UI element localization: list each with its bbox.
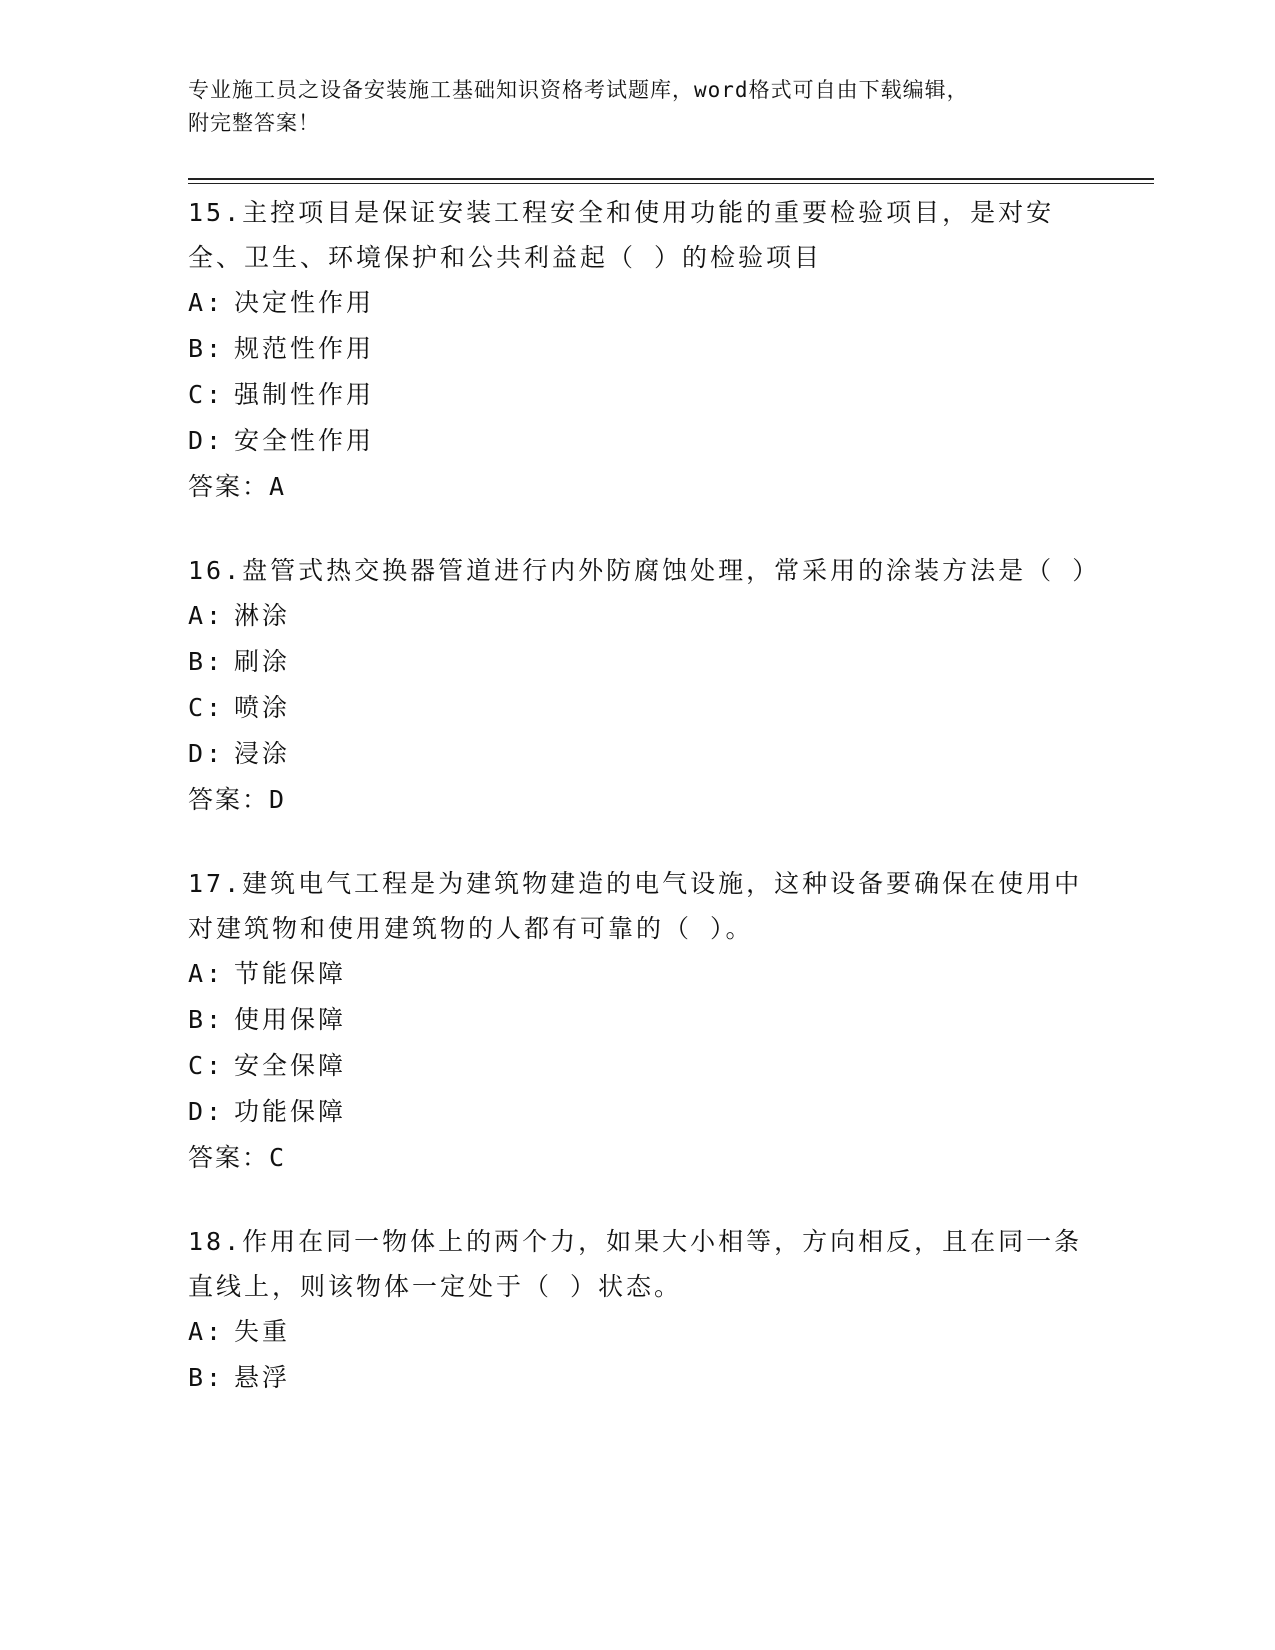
option-text: 使用保障 <box>234 1005 347 1034</box>
option-label: C: <box>188 693 225 722</box>
question-list <box>188 190 1101 1439</box>
option-text: 强制性作用 <box>234 380 375 409</box>
header-rule-thick <box>188 178 1154 180</box>
option-text: 浸涂 <box>234 739 291 768</box>
header-line-2: 附完整答案！ <box>188 111 320 135</box>
option-label: A: <box>188 601 225 630</box>
option-label: C: <box>188 380 225 409</box>
option-a <box>188 593 1088 639</box>
option-text: 功能保障 <box>234 1097 347 1126</box>
answer: 答案：A <box>188 472 287 501</box>
option-text: 节能保障 <box>234 959 347 988</box>
option-label: B: <box>188 334 225 363</box>
option-a <box>188 1309 1088 1355</box>
option-b <box>188 1355 1088 1401</box>
question-18 <box>188 1219 1088 1401</box>
option-d <box>188 418 1088 464</box>
option-label: A: <box>188 1317 225 1346</box>
option-label: B: <box>188 1005 225 1034</box>
option-label: A: <box>188 288 225 317</box>
option-c <box>188 372 1088 418</box>
option-d <box>188 1089 1088 1135</box>
option-text: 喷涂 <box>234 693 291 722</box>
document-header <box>188 74 1058 140</box>
option-text: 淋涂 <box>234 601 291 630</box>
option-label: D: <box>188 426 225 455</box>
question-text: 17.建筑电气工程是为建筑物建造的电气设施，这种设备要确保在使用中对建筑物和使用建筑物的人都有可靠的（ ）。 <box>188 869 1083 943</box>
option-label: C: <box>188 1051 225 1080</box>
option-label: D: <box>188 1097 225 1126</box>
option-label: B: <box>188 1363 225 1392</box>
option-text: 失重 <box>234 1317 291 1346</box>
header-line-1: 专业施工员之设备安装施工基础知识资格考试题库，word格式可自由下载编辑， <box>188 78 969 102</box>
question-text: 15.主控项目是保证安装工程安全和使用功能的重要检验项目，是对安全、卫生、环境保护和公共利益起（ ）的检验项目 <box>188 198 1055 272</box>
option-b <box>188 326 1088 372</box>
header-rule-thin <box>188 183 1154 184</box>
option-text: 安全保障 <box>234 1051 347 1080</box>
answer: 答案：C <box>188 1143 287 1172</box>
option-b <box>188 639 1088 685</box>
option-text: 规范性作用 <box>234 334 375 363</box>
option-a <box>188 280 1088 326</box>
option-text: 安全性作用 <box>234 426 375 455</box>
question-15 <box>188 190 1088 510</box>
option-label: A: <box>188 959 225 988</box>
option-d <box>188 731 1088 777</box>
option-c <box>188 1043 1088 1089</box>
option-label: D: <box>188 739 225 768</box>
question-text: 16.盘管式热交换器管道进行内外防腐蚀处理，常采用的涂装方法是（ ） <box>188 556 1101 585</box>
option-text: 决定性作用 <box>234 288 375 317</box>
question-17 <box>188 861 1088 1181</box>
answer: 答案：D <box>188 785 287 814</box>
option-a <box>188 951 1088 997</box>
option-b <box>188 997 1088 1043</box>
question-16 <box>188 548 1101 823</box>
option-label: B: <box>188 647 225 676</box>
option-c <box>188 685 1088 731</box>
option-text: 刷涂 <box>234 647 291 676</box>
question-text: 18.作用在同一物体上的两个力，如果大小相等，方向相反，且在同一条直线上，则该物体一定处于（ ）状态。 <box>188 1227 1083 1301</box>
option-text: 悬浮 <box>234 1363 291 1392</box>
